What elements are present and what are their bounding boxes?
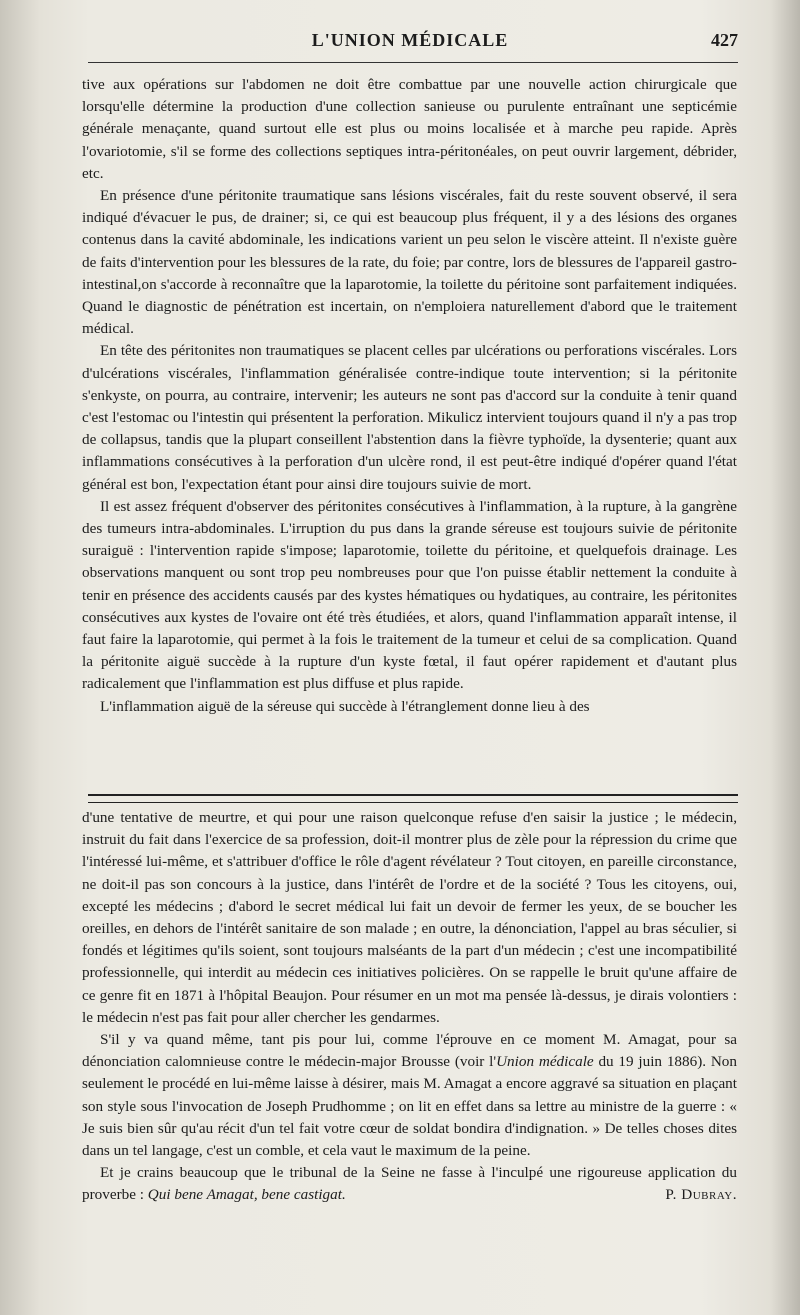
header-rule bbox=[88, 62, 738, 63]
proverb: Qui bene Amagat, bene castigat. bbox=[147, 1186, 346, 1204]
paragraph-text: S'il y va quand même, tant pis pour lui, comme l'éprouve en ce moment M. Amagat, pour sa dénonciation calomnieuse contre le médecin-major Brousse (voir l' bbox=[82, 1031, 737, 1071]
closing-paragraph bbox=[82, 1162, 737, 1206]
paragraph: Il est assez fréquent d'observer des péritonites consécutives à l'inflammation, à la rupture, à la gangrène des tumeurs intra-abdominales. L'irruption du pus dans la grande séreuse est toujours suivie de péritonite suraiguë : l'intervention rapide s'impose; laparotomie, toilette du péritoine, et quelquefois drainage. Les observations manquent ou sont trop peu nombreuses pour que l'on puisse établir nettement la conduite à tenir en présence des accidents causés par des kystes hématiques ou hydatiques, au contraire, les péritonites consécutives aux kystes de l'ovaire ont été très étudiées, et alors, quand l'inflammation apparaît intense, il faut faire la laparotomie, qui permet à la fois le traitement de la tumeur et celui de sa complication. Quand la péritonite aiguë succède à la rupture d'un kyste fœtal, il faut opérer rapidement et d'autant plus radicalement que l'inflammation est plus diffuse et plus rapide. bbox=[82, 497, 737, 693]
paragraph: En tête des péritonites non traumatiques se placent celles par ulcérations ou perforations viscérales. Lors d'ulcérations viscérales, l'inflammation généralisée contre-indique toute intervention; si la péritonite s'enkyste, on pourra, au contraire, intervenir; les auteurs ne sont pas d'accord sur la conduite à tenir quand c'est l'estomac ou l'intestin qui présentent la perforation. Mikulicz intervient toujours quand il n'y a pas trop de collapsus, tandis que la plupart conseillent l'abstention dans la fièvre typhoïde, la dysenterie; quant aux inflammations consécutives à la perforation d'un ulcère rond, il est peut-être indiqué d'opérer quand l'état général est bon, l'expectation étant pour ainsi dire toujours suivie de mort. bbox=[82, 342, 737, 493]
paragraph: En présence d'une péritonite traumatique sans lésions viscérales, fait du reste souvent observé, il sera indiqué d'évacuer le pus, de drainer; si, ce qui est beaucoup plus fréquent, il y a des lésions des organes contenus dans la cavité abdominale, les indications varient un peu selon le viscère atteint. Il n'existe guère de faits d'intervention pour les blessures de la rate, du foie; par contre, lors de blessures de l'appareil gastro-intestinal,on s'accorde à reconnaître que la laparotomie, la toilette du péritoine sont parfaitement indiquées. Quand le diagnostic de pénétration est incertain, on n'emploiera naturellement d'abord que le traitement médical. bbox=[82, 187, 737, 338]
lower-article bbox=[82, 807, 737, 1207]
paragraph bbox=[82, 1029, 737, 1162]
page-header bbox=[80, 30, 740, 58]
upper-article bbox=[82, 74, 737, 718]
paragraph: L'inflammation aiguë de la séreuse qui succède à l'étranglement donne lieu à des bbox=[100, 697, 590, 715]
paragraph: tive aux opérations sur l'abdomen ne doit être combattue par une nouvelle action chirurgicale que lorsqu'elle détermine la production d'une collection sanieuse ou purulente entraînant une septicémie générale menaçante, quand surtout elle est plus ou moins localisée et à marche peu rapide. Après l'ovariotomie, s'il se forme des collections septiques intra-péritonéales, on peut ouvrir largement, débrider, etc. bbox=[82, 76, 737, 182]
paragraph: d'une tentative de meurtre, et qui pour une raison quelconque refuse d'en saisir la justice ; le médecin, instruit du fait dans l'exercice de sa profession, doit-il montrer plus de zèle pour la répression du crime que l'intéressé lui-même, et s'attribuer d'office le rôle d'agent révélateur ? Tout citoyen, en pareille circonstance, ne doit-il pas son concours à la justice, dans l'intérêt de l'ordre et de la société ? Tous les citoyens, oui, excepté les médecins ; d'abord le secret médical lui fait un devoir de fermer les yeux, de se boucher les oreilles, en dehors de l'intérêt sanitaire de son malade ; en outre, la dénonciation, l'appel au bras séculier, si fondés et légitimes qu'ils soient, sont toujours malséants de la part d'un médecin ; c'est une incompatibilité professionnelle, qui interdit au médecin ces initiatives policières. On se rappelle le bruit qu'une affaire de ce genre fit en 1871 à l'hôpital Beaujon. Pour résumer en un mot ma pensée là-dessus, je dirais volontiers : le médecin n'est pas fait pour aller chercher les gendarmes. bbox=[82, 809, 737, 1026]
journal-title: Union médicale bbox=[496, 1053, 594, 1071]
page-number: 427 bbox=[711, 30, 738, 50]
section-separator bbox=[88, 794, 738, 803]
paragraph-text: du 19 juin 1886). Non seulement le procédé en lui-même laisse à désirer, mais M. Amagat a encore aggravé sa situation en plaçant son style sous l'invocation de Joseph Prudhomme ; on lit en effet dans sa lettre au ministre de la guerre : « Je suis bien sûr qu'au récit d'un tel fait votre cœur de soldat bondira d'indignation. » De telles choses dites dans un tel langage, c'est un comble, et cela vaut le maximum de la peine. bbox=[82, 1053, 737, 1160]
author-signature: P. Dubray. bbox=[665, 1186, 737, 1204]
running-title: L'UNION MÉDICALE bbox=[311, 30, 509, 50]
paragraph-text: Et je crains beaucoup que le tribunal de la Seine ne fasse à l'inculpé une rigoureuse application du proverbe : bbox=[82, 1164, 737, 1204]
